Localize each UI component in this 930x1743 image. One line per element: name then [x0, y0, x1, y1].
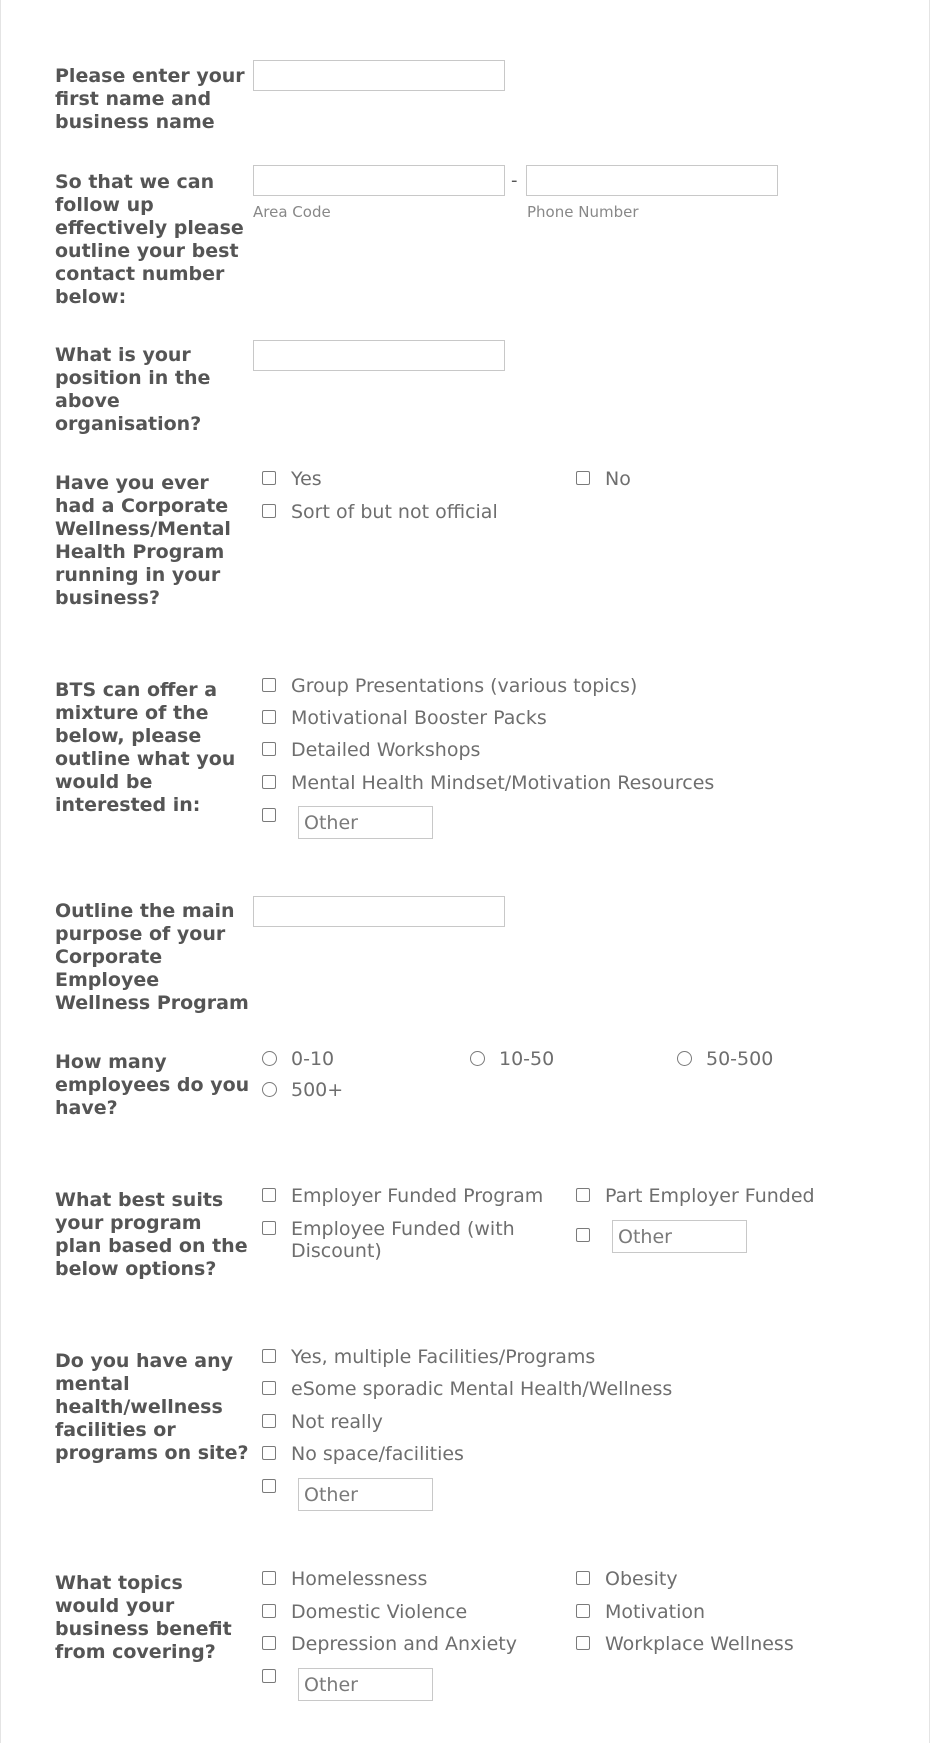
checkbox-icon[interactable] [262, 1604, 276, 1618]
option-label: 10-50 [499, 1048, 555, 1070]
question-position-label: What is your position in the above organisation? [55, 344, 211, 435]
option-label: Employer Funded Program [291, 1185, 544, 1207]
other-text-input[interactable] [612, 1220, 747, 1253]
other-placeholder: Other [304, 812, 358, 834]
question-interests-label: BTS can offer a mixture of the below, please outline what you would be interested in: [55, 679, 236, 816]
area-code-input[interactable] [253, 165, 505, 196]
option-label: Mental Health Mindset/Motivation Resources [291, 772, 715, 794]
question-purpose-label: Outline the main purpose of your Corporate Employee Wellness Program [55, 900, 249, 1014]
checkbox-icon[interactable] [262, 1221, 276, 1235]
option-label: Detailed Workshops [291, 739, 481, 761]
area-code-sublabel: Area Code [253, 203, 331, 221]
option-label: Motivation [605, 1601, 706, 1623]
purpose-input[interactable] [253, 896, 505, 927]
checkbox-icon[interactable] [262, 710, 276, 724]
question-name-label: Please enter your first name and business name [55, 65, 245, 133]
radio-icon[interactable] [470, 1051, 485, 1066]
checkbox-icon[interactable] [576, 1228, 590, 1242]
checkbox-icon[interactable] [262, 1479, 276, 1493]
question-facilities-label: Do you have any mental health/wellness facilities or programs on site? [55, 1350, 249, 1464]
other-placeholder: Other [618, 1226, 672, 1248]
option-label: Part Employer Funded [605, 1185, 815, 1207]
question-employees-label: How many employees do you have? [55, 1051, 250, 1119]
checkbox-icon[interactable] [262, 808, 276, 822]
other-placeholder: Other [304, 1484, 358, 1506]
checkbox-icon[interactable] [262, 1446, 276, 1460]
other-placeholder: Other [304, 1674, 358, 1696]
phone-number-input[interactable] [526, 165, 778, 196]
checkbox-icon[interactable] [262, 775, 276, 789]
checkbox-icon[interactable] [262, 1414, 276, 1428]
checkbox-icon[interactable] [262, 471, 276, 485]
phone-number-sublabel: Phone Number [527, 203, 639, 221]
option-label: Employee Funded (with Discount) [291, 1218, 515, 1262]
other-text-input[interactable] [298, 1478, 433, 1511]
option-label: Depression and Anxiety [291, 1633, 517, 1655]
question-prior-program-label: Have you ever had a Corporate Wellness/Mental Health Program running in your business? [55, 472, 231, 609]
option-label: 50-500 [706, 1048, 774, 1070]
radio-icon[interactable] [262, 1051, 277, 1066]
option-label: Obesity [605, 1568, 678, 1590]
option-label: Not really [291, 1411, 383, 1433]
option-label: 500+ [291, 1079, 344, 1101]
name-business-input[interactable] [253, 60, 505, 91]
checkbox-icon[interactable] [576, 1188, 590, 1202]
question-phone-label: So that we can follow up effectively please outline your best contact number below: [55, 171, 244, 308]
checkbox-icon[interactable] [576, 1604, 590, 1618]
checkbox-icon[interactable] [262, 1349, 276, 1363]
radio-icon[interactable] [677, 1051, 692, 1066]
checkbox-icon[interactable] [262, 1381, 276, 1395]
radio-icon[interactable] [262, 1082, 277, 1097]
question-topics-label: What topics would your business benefit from covering? [55, 1572, 232, 1663]
left-border [0, 0, 1, 1743]
option-label: Yes, multiple Facilities/Programs [291, 1346, 596, 1368]
other-text-input[interactable] [298, 1668, 433, 1701]
option-label: Sort of but not official [291, 501, 498, 523]
checkbox-icon[interactable] [576, 471, 590, 485]
option-label: Motivational Booster Packs [291, 707, 547, 729]
option-label: Domestic Violence [291, 1601, 468, 1623]
checkbox-icon[interactable] [262, 1669, 276, 1683]
other-text-input[interactable] [298, 806, 433, 839]
checkbox-icon[interactable] [262, 504, 276, 518]
checkbox-icon[interactable] [576, 1571, 590, 1585]
option-label: Workplace Wellness [605, 1633, 794, 1655]
checkbox-icon[interactable] [262, 742, 276, 756]
option-label: Group Presentations (various topics) [291, 675, 638, 697]
checkbox-icon[interactable] [576, 1636, 590, 1650]
option-label: No space/facilities [291, 1443, 464, 1465]
checkbox-icon[interactable] [262, 1188, 276, 1202]
checkbox-icon[interactable] [262, 1571, 276, 1585]
option-label: No [605, 468, 631, 490]
position-input[interactable] [253, 340, 505, 371]
option-label: 0-10 [291, 1048, 335, 1070]
question-plan-label: What best suits your program plan based on the below options? [55, 1189, 248, 1280]
option-label: eSome sporadic Mental Health/Wellness [291, 1378, 673, 1400]
phone-separator: - [511, 170, 518, 191]
option-label: Yes [291, 468, 322, 490]
option-label: Homelessness [291, 1568, 428, 1590]
checkbox-icon[interactable] [262, 678, 276, 692]
checkbox-icon[interactable] [262, 1636, 276, 1650]
